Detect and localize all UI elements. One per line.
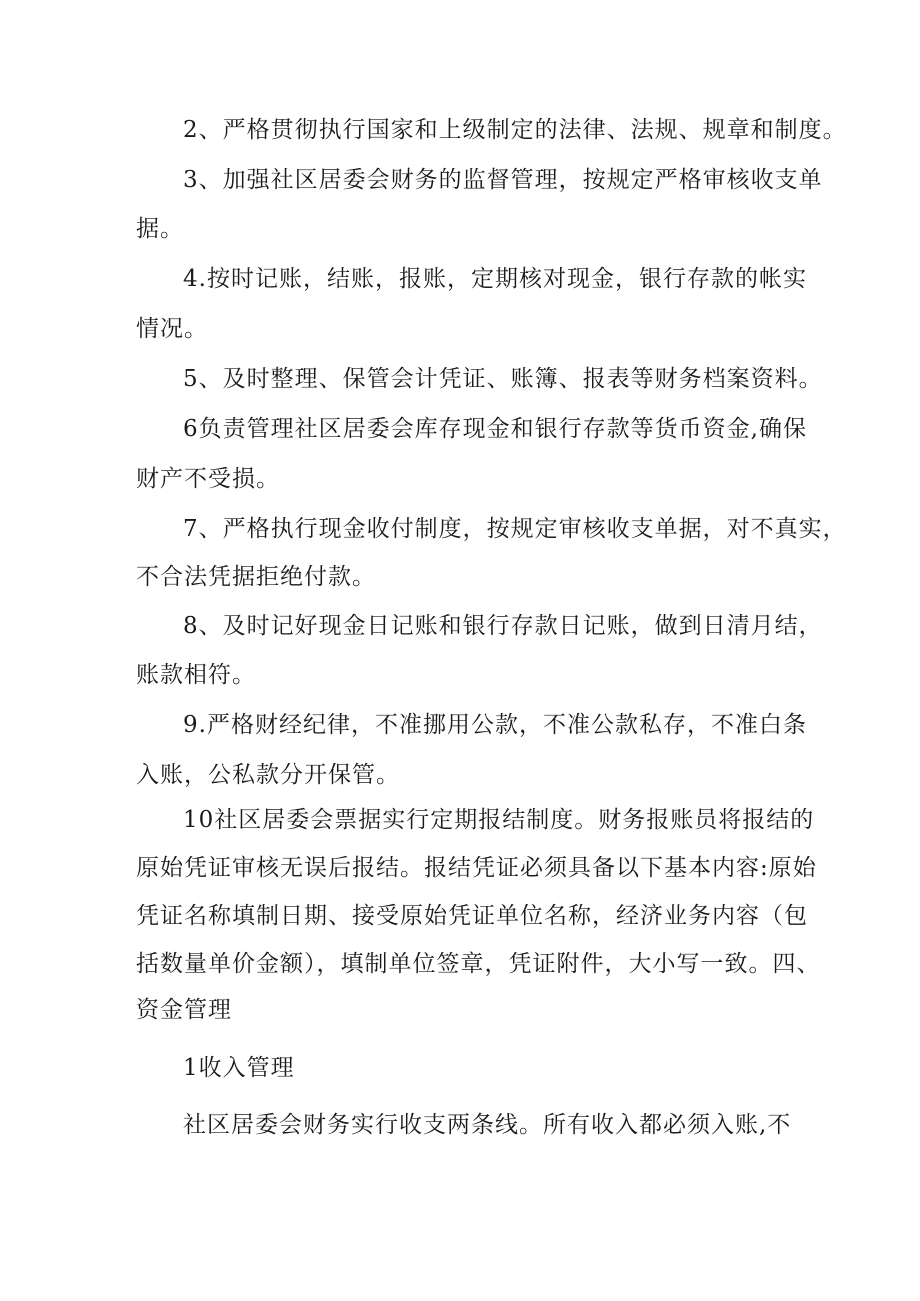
paragraph-5-line-1: 5、及时整理、保管会计凭证、账簿、报表等财务档案资料。 — [183, 366, 823, 392]
paragraph-9-line-1: 9.严格财经纪律，不准挪用公款，不准公款私存，不准白条 — [183, 712, 807, 738]
paragraph-6-line-1: 6负责管理社区居委会库存现金和银行存款等货币资金,确保 — [183, 416, 807, 442]
paragraph-11-line-1: 社区居委会财务实行收支两条线。所有收入都必须入账,不 — [183, 1112, 792, 1138]
paragraph-4-line-1: 4.按时记账，结账，报账，定期核对现金，银行存款的帐实 — [183, 266, 807, 292]
paragraph-2-line-1: 2、严格贯彻执行国家和上级制定的法律、法规、规章和制度。 — [183, 117, 847, 143]
paragraph-4-line-2: 情况。 — [136, 316, 208, 342]
paragraph-8-line-2: 账款相符。 — [136, 662, 256, 688]
paragraph-10-line-3: 凭证名称填制日期、接受原始凭证单位名称，经济业务内容（包 — [136, 903, 808, 929]
paragraph-10-line-4: 括数量单价金额），填制单位签章，凭证附件，大小写一致。四、 — [136, 951, 821, 977]
paragraph-7-line-1: 7、严格执行现金收付制度，按规定审核收支单据，对不真实， — [183, 516, 847, 542]
paragraph-10-line-5: 资金管理 — [136, 997, 232, 1023]
paragraph-7-line-2: 不合法凭据拒绝付款。 — [136, 564, 376, 590]
paragraph-3-line-1: 3、加强社区居委会财务的监督管理，按规定严格审核收支单 — [183, 167, 823, 193]
paragraph-10-line-2: 原始凭证审核无误后报结。报结凭证必须具备以下基本内容:原始 — [136, 855, 817, 881]
paragraph-3-line-2: 据。 — [136, 216, 184, 242]
section-heading-income: 1收入管理 — [183, 1055, 295, 1081]
paragraph-9-line-2: 入账，公私款分开保管。 — [136, 762, 400, 788]
paragraph-8-line-1: 8、及时记好现金日记账和银行存款日记账，做到日清月结， — [183, 613, 823, 639]
paragraph-6-line-2: 财产不受损。 — [136, 466, 280, 492]
paragraph-10-line-1: 10社区居委会票据实行定期报结制度。财务报账员将报结的 — [183, 807, 815, 833]
